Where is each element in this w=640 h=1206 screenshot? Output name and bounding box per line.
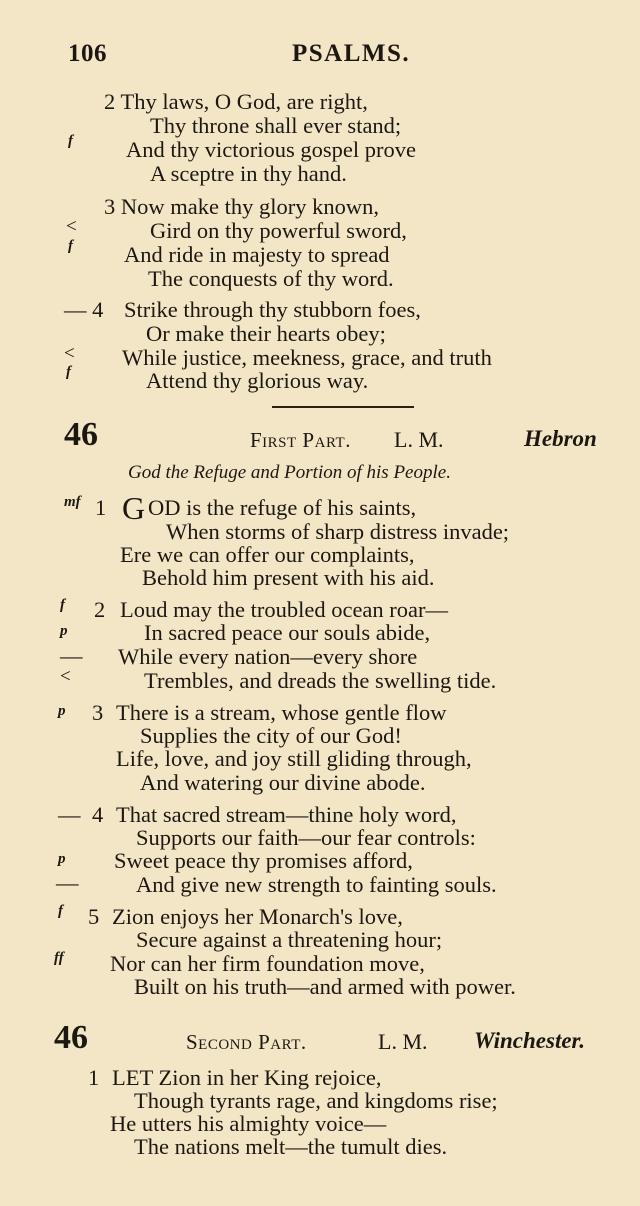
- verse-line: In sacred peace our souls abide,: [144, 620, 431, 645]
- dynamic-mark: p: [58, 703, 66, 719]
- verse-line: Though tyrants rage, and kingdoms rise;: [134, 1088, 498, 1113]
- verse-line: Trembles, and dreads the swelling tide.: [144, 668, 497, 693]
- verse-line: While justice, meekness, grace, and truth: [122, 345, 492, 370]
- verse-line: When storms of sharp distress invade;: [166, 519, 510, 544]
- verse-line: Gird on thy powerful sword,: [150, 218, 407, 243]
- tune-name: Winchester.: [474, 1028, 585, 1053]
- crescendo-mark: <: [60, 666, 71, 687]
- verse-line: While every nation—every shore: [118, 644, 418, 669]
- tune-name: Hebron: [524, 426, 597, 451]
- verse-number: 5: [88, 904, 100, 929]
- verse-line: Behold him present with his aid.: [142, 565, 435, 590]
- verse-line: OD is the refuge of his saints,: [148, 495, 417, 520]
- verse-line: He utters his almighty voice—: [110, 1111, 387, 1136]
- verse-number: 1: [88, 1065, 100, 1090]
- verse-line: 2 Thy laws, O God, are right,: [104, 89, 368, 114]
- verse-line: Loud may the troubled ocean roar—: [120, 597, 449, 622]
- verse-line: Supplies the city of our God!: [140, 723, 402, 748]
- verse-line: Life, love, and joy still gliding through,: [116, 746, 472, 771]
- verse-line: Supports our faith—our fear controls:: [136, 825, 476, 850]
- dynamic-mark: —: [58, 802, 81, 827]
- page-number: 106: [68, 40, 107, 67]
- dynamic-mark: f: [60, 597, 65, 613]
- verse-line: And give new strength to fainting souls.: [136, 872, 497, 897]
- part-label: First Part.: [250, 428, 351, 452]
- hymn-number: 46: [54, 1019, 88, 1056]
- meter-label: L. M.: [394, 427, 444, 452]
- verse-number: — 4: [64, 297, 104, 322]
- hymn-number: 46: [64, 416, 98, 453]
- verse-line: Built on his truth—and armed with power.: [134, 974, 516, 999]
- dynamic-mark: f: [68, 133, 73, 149]
- dynamic-mark: f: [58, 903, 63, 919]
- crescendo-mark: <: [66, 216, 77, 237]
- drop-cap: G: [122, 490, 146, 526]
- verse-number: 1: [95, 495, 107, 520]
- verse-number: 4: [92, 802, 104, 827]
- verse-line: Zion enjoys her Monarch's love,: [112, 904, 403, 929]
- dynamic-mark: —: [60, 643, 83, 668]
- verse-line: Secure against a threatening hour;: [136, 927, 443, 952]
- verse-number: 3: [92, 700, 104, 725]
- verse-line: And watering our divine abode.: [140, 770, 426, 795]
- verse-line: And thy victorious gospel prove: [126, 137, 416, 162]
- dynamic-mark: f: [68, 238, 73, 254]
- verse-line: The nations melt—the tumult dies.: [134, 1134, 448, 1159]
- running-title: PSALMS.: [292, 40, 411, 67]
- verse-line: The conquests of thy word.: [148, 266, 394, 291]
- verse-line: And ride in majesty to spread: [124, 242, 390, 267]
- hymn-subtitle: God the Refuge and Portion of his People.: [128, 462, 451, 483]
- dynamic-mark: ff: [54, 950, 64, 966]
- verse-line: Or make their hearts obey;: [146, 321, 386, 346]
- verse-line: Sweet peace thy promises afford,: [114, 848, 413, 873]
- verse-number: 2: [94, 597, 106, 622]
- verse-line: Ere we can offer our complaints,: [120, 542, 415, 567]
- dynamic-mark: mf: [64, 494, 81, 510]
- verse-line: Thy throne shall ever stand;: [150, 113, 402, 138]
- part-label: Second Part.: [186, 1030, 307, 1054]
- meter-label: L. M.: [378, 1029, 428, 1054]
- section-divider: [272, 406, 414, 408]
- verse-line: Strike through thy stubborn foes,: [124, 297, 421, 322]
- verse-line: A sceptre in thy hand.: [150, 161, 347, 186]
- verse-line: LET Zion in her King rejoice,: [112, 1065, 382, 1090]
- dynamic-mark: f: [66, 364, 71, 380]
- verse-line: 3 Now make thy glory known,: [104, 194, 379, 219]
- verse-line: There is a stream, whose gentle flow: [116, 700, 447, 725]
- dynamic-mark: p: [60, 623, 68, 639]
- verse-line: Nor can her firm foundation move,: [110, 951, 425, 976]
- dynamic-mark: p: [58, 851, 66, 867]
- verse-line: Attend thy glorious way.: [146, 368, 369, 393]
- crescendo-mark: <: [64, 343, 75, 364]
- dynamic-mark: —: [56, 870, 79, 895]
- verse-line: That sacred stream—thine holy word,: [116, 802, 457, 827]
